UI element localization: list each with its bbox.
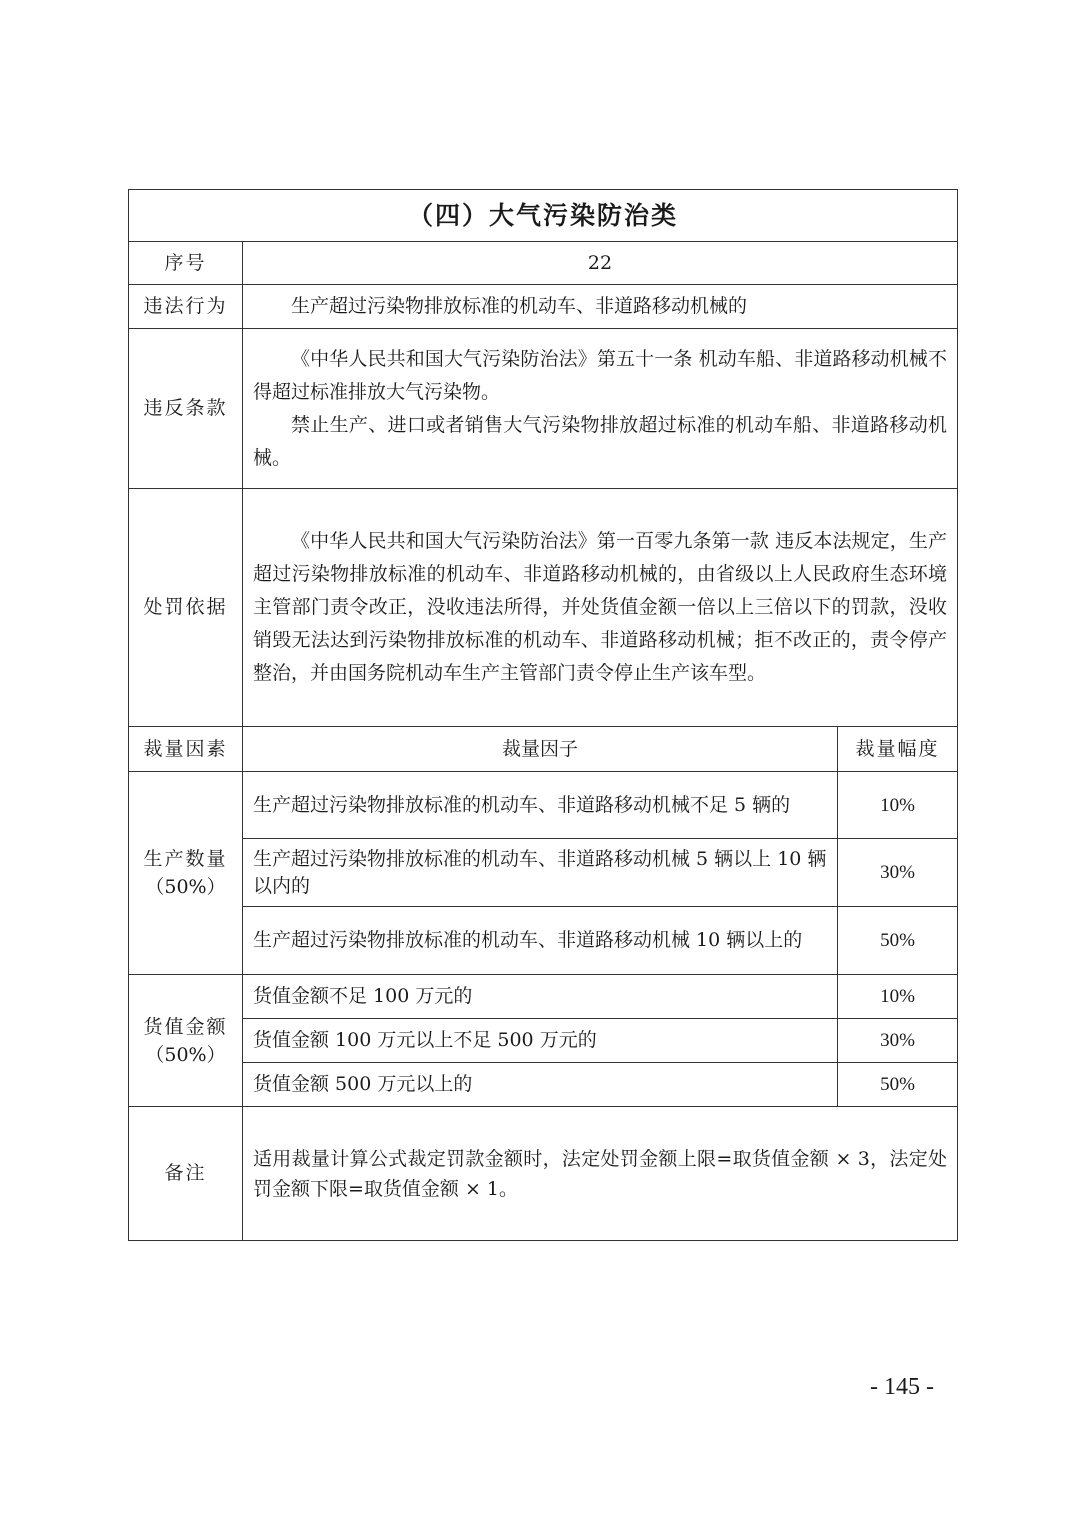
group-value-weight: （50%） <box>145 1043 226 1066</box>
remark-text: 适用裁量计算公式裁定罚款金额时，法定处罚金额上限=取货值金额 × 3，法定处罚金额下限=取货值金额 × 1。 <box>243 1107 958 1241</box>
range-value: 10% <box>838 975 958 1019</box>
behavior-paragraph: 生产超过污染物排放标准的机动车、非道路移动机械的 <box>291 295 748 317</box>
range-value: 30% <box>838 839 958 907</box>
range-value: 10% <box>838 772 958 839</box>
seq-label: 序号 <box>129 242 243 285</box>
range-value: 50% <box>838 907 958 975</box>
clause-label: 违反条款 <box>129 329 243 489</box>
range-value: 30% <box>838 1019 958 1063</box>
clause-paragraph-2: 禁止生产、进口或者销售大气污染物排放超过标准的机动车船、非道路移动机械。 <box>253 413 948 469</box>
factor-row: 货值金额 500 万元以上的 <box>243 1063 838 1107</box>
clause-paragraph-1: 《中华人民共和国大气污染防治法》第五十一条 机动车船、非道路移动机械不得超过标准排放大气污染物。 <box>253 347 948 403</box>
factor-row: 生产超过污染物排放标准的机动车、非道路移动机械 5 辆以上 10 辆以内的 <box>243 839 838 907</box>
remark-label: 备注 <box>129 1107 243 1241</box>
group-value-name: 货值金额 <box>143 1015 228 1038</box>
basis-paragraph: 《中华人民共和国大气污染防治法》第一百零九条第一款 违反本法规定，生产超过污染物排放标准的机动车、非道路移动机械的，由省级以上人民政府生态环境主管部门责令改正，没收违法所得，并处货值金额一倍以上三倍以下的罚款，没收销毁无法达到污染物排放标准的机动车、非道路移动机械；拒不改正的，责令停产整治，并由国务院机动车生产主管部门责令停止生产该车型。 <box>253 530 948 684</box>
factor-column-header: 裁量因子 <box>243 727 838 772</box>
seq-value: 22 <box>243 242 958 285</box>
group-quantity-weight: （50%） <box>145 876 226 898</box>
factor-row: 货值金额不足 100 万元的 <box>243 975 838 1019</box>
behavior-label: 违法行为 <box>129 285 243 329</box>
table-title: （四）大气污染防治类 <box>129 190 958 242</box>
basis-label: 处罚依据 <box>129 489 243 727</box>
range-value: 50% <box>838 1063 958 1107</box>
factor-row: 生产超过污染物排放标准的机动车、非道路移动机械 10 辆以上的 <box>243 907 838 975</box>
group-quantity-name: 生产数量 <box>143 848 228 870</box>
behavior-text <box>243 285 958 329</box>
range-column-header: 裁量幅度 <box>838 727 958 772</box>
clause-text <box>243 329 958 489</box>
basis-text <box>243 489 958 727</box>
group-value <box>129 975 243 1107</box>
factor-row: 货值金额 100 万元以上不足 500 万元的 <box>243 1019 838 1063</box>
factor-row: 生产超过污染物排放标准的机动车、非道路移动机械不足 5 辆的 <box>243 772 838 839</box>
page-number: - 145 - <box>870 1374 934 1400</box>
penalty-table <box>128 189 958 1241</box>
factor-label: 裁量因素 <box>129 727 243 772</box>
group-quantity <box>129 772 243 975</box>
